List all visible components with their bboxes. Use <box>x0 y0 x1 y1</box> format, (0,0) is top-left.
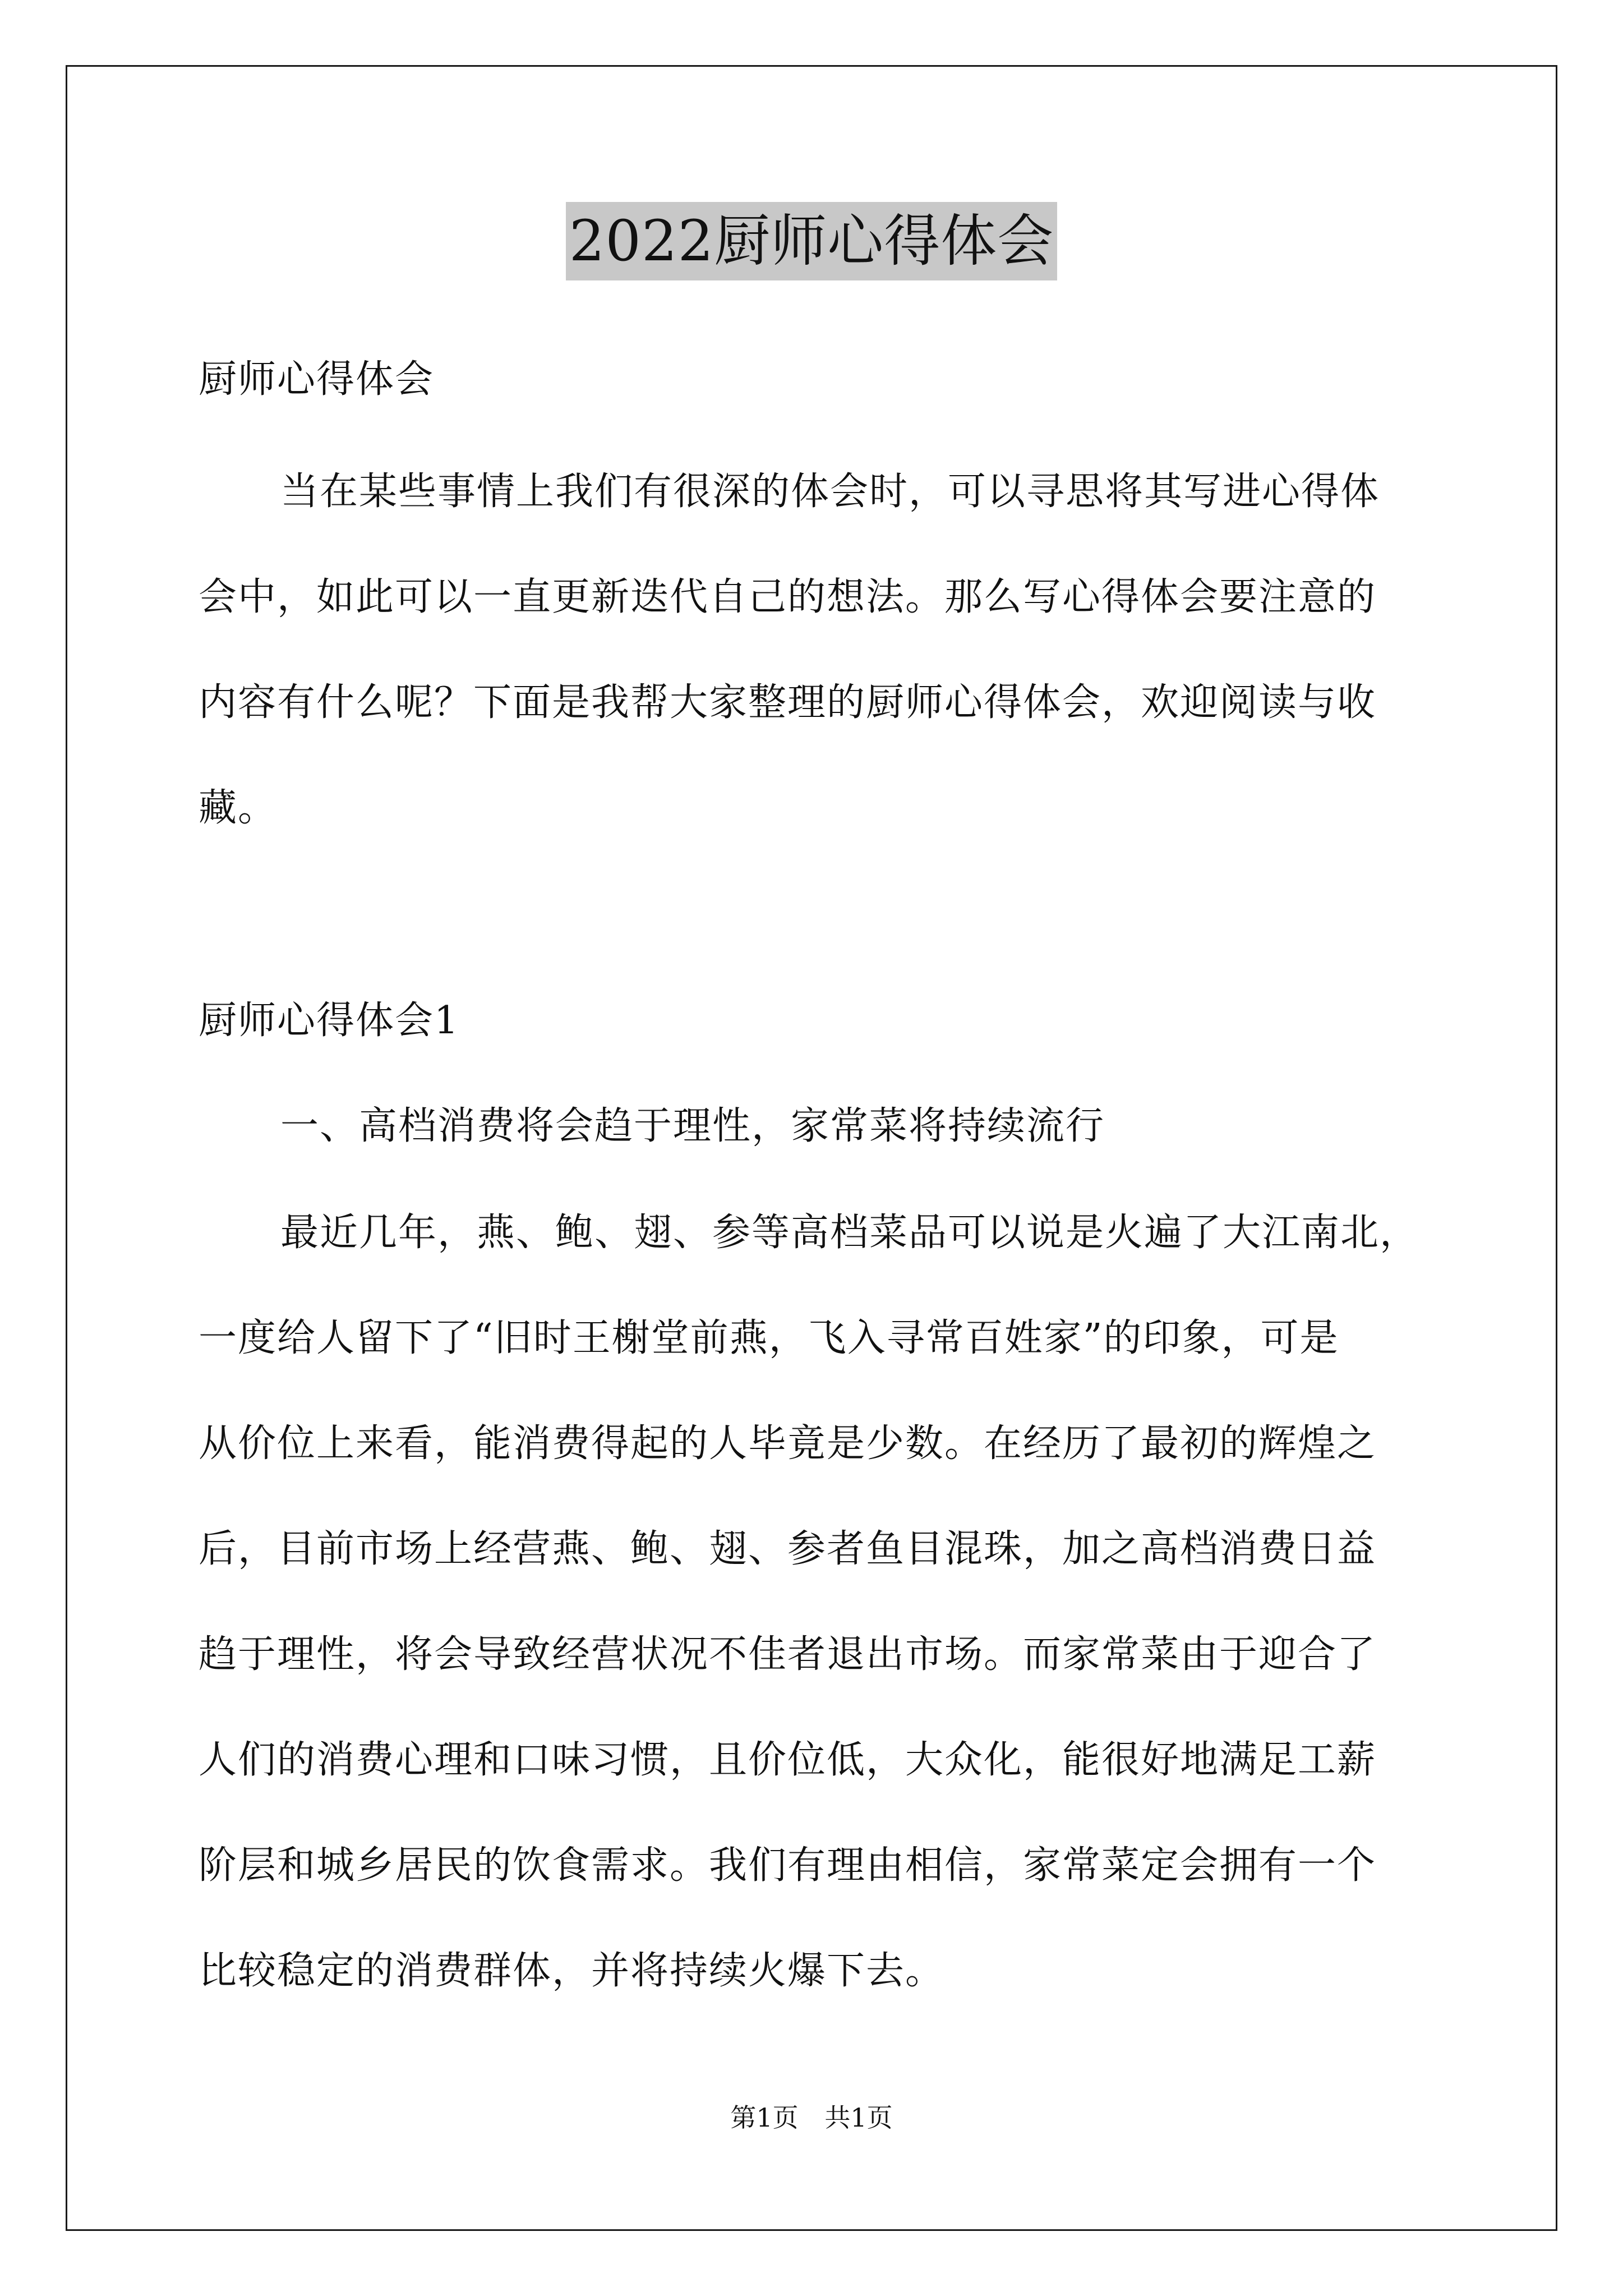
body-line-3: 从价位上来看，能消费得起的人毕竟是少数。在经历了最初的辉煌之 <box>199 1421 1377 1466</box>
body-line-4: 后，目前市场上经营燕、鲍、翅、参者鱼目混珠，加之高档消费日益 <box>199 1527 1377 1571</box>
title-container <box>0 202 1623 280</box>
intro-line-2: 会中，如此可以一直更新迭代自己的想法。那么写心得体会要注意的 <box>199 575 1377 619</box>
document-subtitle: 厨师心得体会 <box>199 357 435 402</box>
intro-line-4: 藏。 <box>199 786 278 830</box>
page-number-total: 共1页 <box>824 2102 893 2133</box>
intro-line-3: 内容有什么呢？下面是我帮大家整理的厨师心得体会，欢迎阅读与收 <box>199 680 1377 725</box>
body-line-6: 人们的消费心理和口味习惯，且价位低，大众化，能很好地满足工薪 <box>199 1738 1377 1782</box>
page-number-current: 第1页 <box>730 2102 799 2133</box>
body-line-2: 一度给人留下了“旧时王榭堂前燕，飞入寻常百姓家”的印象，可是 <box>199 1316 1339 1360</box>
body-line-5: 趋于理性，将会导致经营状况不佳者退出市场。而家常菜由于迎合了 <box>199 1632 1377 1677</box>
body-line-1: 最近几年，燕、鲍、翅、参等高档菜品可以说是火遍了大江南北， <box>280 1211 1419 1255</box>
body-line-8: 比较稳定的消费群体，并将持续火爆下去。 <box>199 1949 945 1993</box>
document-title: 2022厨师心得体会 <box>566 202 1058 280</box>
page-footer <box>0 2101 1623 2134</box>
section-heading: 厨师心得体会1 <box>199 999 460 1043</box>
body-line-7: 阶层和城乡居民的饮食需求。我们有理由相信，家常菜定会拥有一个 <box>199 1843 1377 1888</box>
intro-line-1: 当在某些事情上我们有很深的体会时，可以寻思将其写进心得体 <box>280 470 1380 514</box>
point-heading: 一、高档消费将会趋于理性，家常菜将持续流行 <box>280 1104 1105 1148</box>
